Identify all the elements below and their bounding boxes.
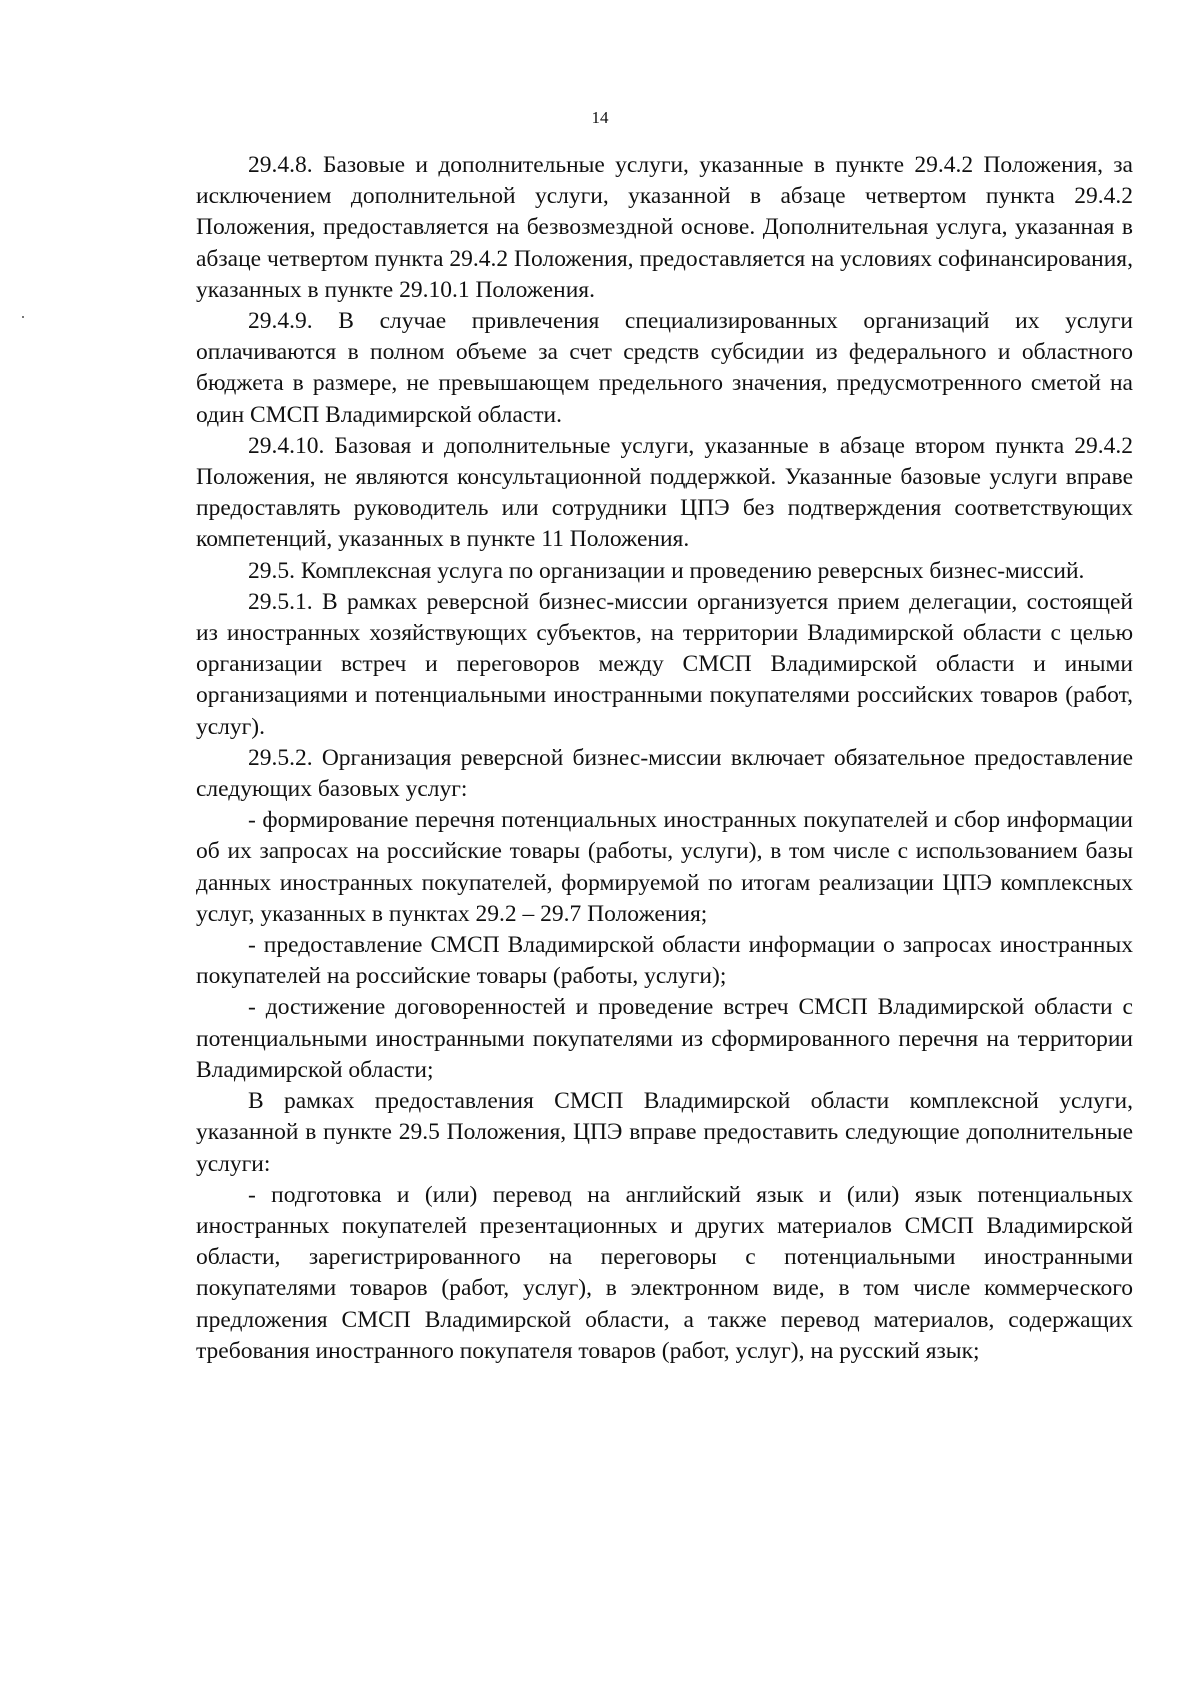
list-item-additional-service-1: - подготовка и (или) перевод на английский язык и (или) язык потенциальных иностранных покупателей презентационных и других материалов СМСП Владимирской области, зарегистрированного на переговоры с потенциальными иностранными покупателями товаров (работ, услуг), в электронном виде, в том числе коммерческого предложения СМСП Владимирской области, а также перевод материалов, содержащих требования иностранного покупателя товаров (работ, услуг), на русский язык; [196,1181,1133,1364]
page-number: 14 [591,108,609,127]
document-body [196,150,1133,1367]
paragraph-29-4-9: 29.4.9. В случае привлечения специализированных организаций их услуги оплачиваются в полном объеме за счет средств субсидии из федерального и областного бюджета в размере, не превышающем предельного значения, предусмотренного сметой на один СМСП Владимирской области. [196,308,1133,428]
list-item-base-service-1: - формирование перечня потенциальных иностранных покупателей и сбор информации об их запросах на российские товары (работы, услуги), в том числе с использованием базы данных иностранных покупателей, формируемой по итогам реализации ЦПЭ комплексных услуг, указанных в пунктах 29.2 – 29.7 Положения; [196,807,1133,927]
paragraph-29-4-10: 29.4.10. Базовая и дополнительные услуги, указанные в абзаце втором пункта 29.4.2 Положения, не являются консультационной поддержкой. Указанные базовые услуги вправе предоставлять руководитель или сотрудники ЦПЭ без подтверждения соответствующих компетенций, указанных в пункте 11 Положения. [196,432,1133,553]
paragraph-29-5-1: 29.5.1. В рамках реверсной бизнес-миссии организуется прием делегации, состоящей из иностранных хозяйствующих субъектов, на территории Владимирской области с целью организации встреч и переговоров между СМСП Владимирской области и иными организациями и потенциальными иностранными покупателями российских товаров (работ, услуг). [196,588,1133,740]
paragraph-29-5: 29.5. Комплексная услуга по организации и проведению реверсных бизнес-миссий. [248,557,1085,584]
paragraph-29-5-2: 29.5.2. Организация реверсной бизнес-миссии включает обязательное предоставление следующих базовых услуг: [196,744,1133,803]
scan-speck [22,316,24,318]
list-item-base-service-3: - достижение договоренностей и проведение встреч СМСП Владимирской области с потенциальными иностранными покупателями из сформированного перечня на территории Владимирской области; [196,994,1133,1083]
paragraph-additional-services-intro: В рамках предоставления СМСП Владимирской области комплексной услуги, указанной в пункте 29.5 Положения, ЦПЭ вправе предоставить следующие дополнительные услуги: [196,1088,1133,1177]
list-item-base-service-2: - предоставление СМСП Владимирской области информации о запросах иностранных покупателей на российские товары (работы, услуги); [196,932,1133,990]
paragraph-29-4-8: 29.4.8. Базовые и дополнительные услуги, указанные в пункте 29.4.2 Положения, за исключением дополнительной услуги, указанной в абзаце четвертом пункта 29.4.2 Положения, предоставляется на безвозмездной основе. Дополнительная услуга, указанная в абзаце четвертом пункта 29.4.2 Положения, предоставляется на условиях софинансирования, указанных в пункте 29.10.1 Положения. [196,152,1133,303]
